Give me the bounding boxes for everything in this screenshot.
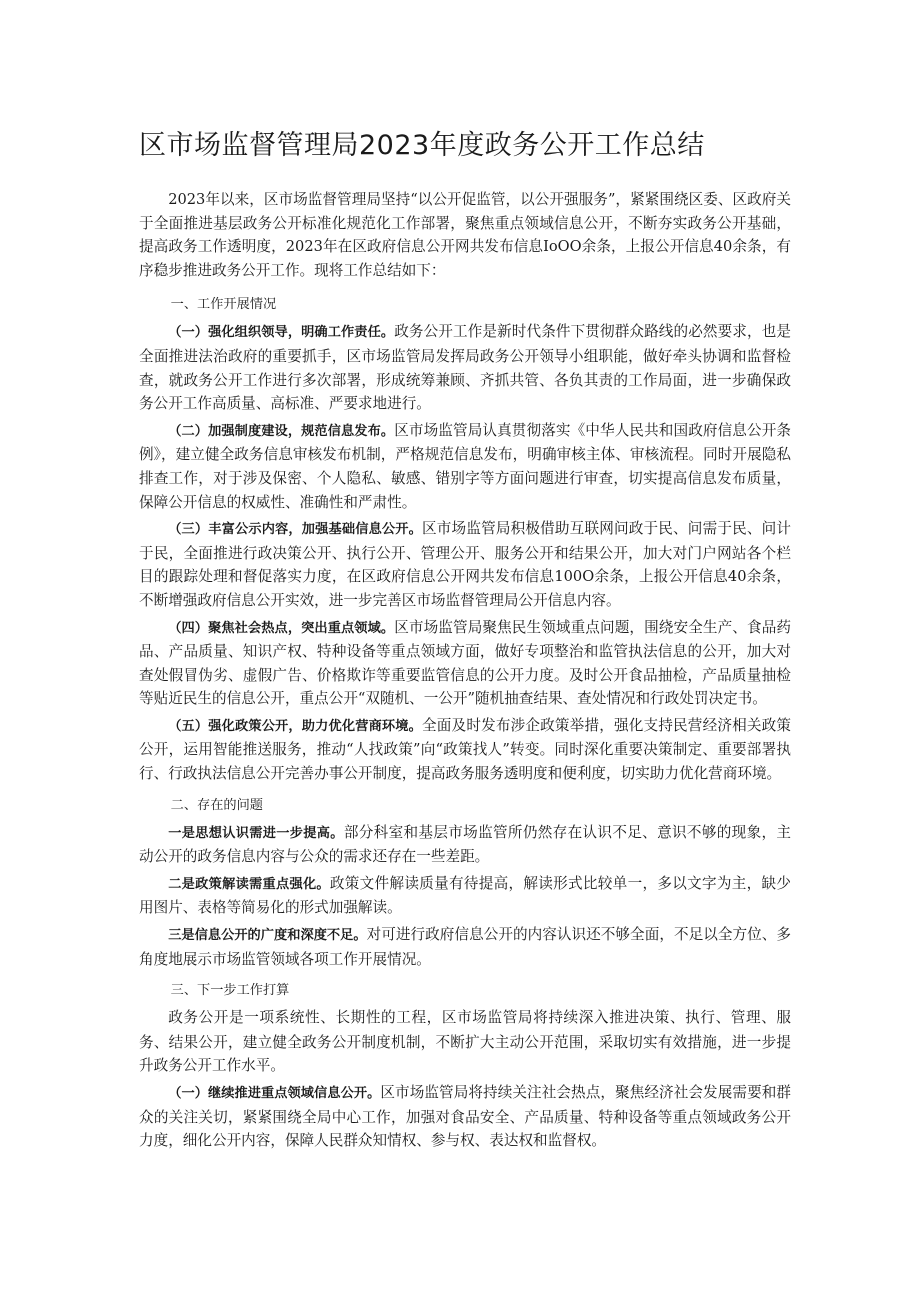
paragraph-text: 部分科室和基层市场监管所仍然存在认识不足、意识不够的现象，主动公开的政务信息内容与公众的需求还存在一些差距。 [139, 823, 791, 866]
section-heading-next-steps: 三、下一步工作打算 [170, 983, 290, 999]
paragraph-1-5 [139, 714, 791, 786]
paragraph-3-1 [139, 1006, 791, 1078]
paragraph-lead: （三）丰富公示内容，加强基础信息公开。 [168, 522, 423, 538]
document-page [139, 124, 791, 1156]
section-heading-problems: 二、存在的问题 [170, 797, 263, 813]
paragraph-lead: 三是信息公开的广度和深度不足。 [168, 928, 367, 944]
paragraph-lead: 二是政策解读需重点强化。 [168, 876, 330, 892]
paragraph-lead: 一是思想认识需进一步提高。 [168, 825, 344, 841]
paragraph-lead: （四）聚焦社会热点，突出重点领域。 [168, 620, 395, 636]
section-heading-work-progress: 一、工作开展情况 [170, 297, 277, 313]
paragraph-text: 区市场监管局认真贯彻落实《中华人民共和国政府信息公开条例》，建立健全政务信息审核发布机制，严格规范信息发布，明确审核主体、审核流程。同时开展隐私排查工作，对于涉及保密、个人隐私、敏感、错别字等方面问题进行审查，切实提高信息发布质量，保障公开信息的权威性、准确性和严肃性。 [139, 421, 791, 511]
paragraph-text: 对可进行政府信息公开的内容认识还不够全面，不足以全方位、多角度地展示市场监管领域各项工作开展情况。 [139, 926, 791, 968]
paragraph-1-3 [139, 517, 791, 612]
paragraph-1-2 [139, 419, 791, 514]
paragraph-text: 全面及时发布涉企政策举措，强化支持民营经济相关政策公开，运用智能推送服务，推动“人找政策”向“政策找人”转变。同时深化重要决策制定、重要部署执行、行政执法信息公开完善办事公开制度，提高政务服务透明度和便利度，切实助力优化营商环境。 [139, 716, 791, 783]
paragraph-text: 政务公开工作是新时代条件下贯彻群众路线的必然要求，也是全面推进法治政府的重要抓手，区市场监管局发挥局政务公开领导小组职能，做好牵头协调和监督检查，就政务公开工作进行多次部署，形成统筹兼顾、齐抓共管、各负其责的工作局面，进一步确保政务公开工作高质量、高标准、严要求地进行。 [139, 323, 791, 413]
intro-paragraph: 2023年以来，区市场监督管理局坚持“以公开促监管，以公开强服务”，紧紧围绕区委、区政府关于全面推进基层政务公开标准化规范化工作部署，聚焦重点领域信息公开，不断夯实政务公开基础，提高政务工作透明度，2023年在区政府信息公开网共发布信息IoOO余条，上报公开信息40余条，有序稳步推进政务公开工作。现将工作总结如下： [139, 191, 791, 279]
paragraph-text: 区市场监管局将持续关注社会热点，聚焦经济社会发展需要和群众的关注关切，紧紧围绕全局中心工作，加强对食品安全、产品质量、特种设备等重点领域政务公开力度，细化公开内容，保障人民群众知情权、参与权、表达权和监督权。 [139, 1084, 791, 1150]
paragraph-text: 区市场监管局聚焦民生领域重点问题，围绕安全生产、食品药品、产品质量、知识产权、特种设备等重点领域方面，做好专项整治和监管执法信息的公开，加大对查处假冒伪劣、虚假广告、价格欺诈等重要监管信息的公开力度。及时公开食品抽检，产品质量抽检等贴近民生的信息公开，重点公开“双随机、一公开”随机抽查结果、查处情况和行政处罚决定书。 [139, 618, 791, 708]
paragraph-lead: （五）强化政策公开，助力优化营商环境。 [168, 718, 423, 734]
paragraph-text: 政务公开是一项系统性、长期性的工程，区市场监管局将持续深入推进决策、执行、管理、服务、结果公开，建立健全政务公开制度机制，不断扩大主动公开范围，采取切实有效措施，进一步提升政务公开工作水平。 [139, 1009, 791, 1075]
paragraph-1-4 [139, 616, 791, 711]
paragraph-2-2 [139, 872, 791, 920]
paragraph-text: 政策文件解读质量有待提高，解读形式比较单一，多以文字为主，缺少用图片、表格等简易化的形式加强解读。 [139, 874, 791, 917]
paragraph-lead: （一）强化组织领导，明确工作责任。 [168, 325, 395, 341]
document-title: 区市场监督管理局2023年度政务公开工作总结 [139, 130, 705, 161]
paragraph-3-2 [139, 1081, 791, 1153]
paragraph-2-3 [139, 923, 791, 971]
paragraph-2-1 [139, 821, 791, 869]
paragraph-lead: （二）加强制度建设，规范信息发布。 [168, 423, 395, 439]
paragraph-lead: （一）继续推进重点领域信息公开。 [168, 1086, 381, 1101]
paragraph-1-1 [139, 320, 791, 415]
paragraph-text: 区市场监管局积极借助互联网问政于民、问需于民、问计于民，全面推进行政决策公开、执行公开、管理公开、服务公开和结果公开，加大对门户网站各个栏目的跟踪处理和督促落实力度，在区政府信息公开网共发布信息100O余条，上报公开信息40余条，不断增强政府信息公开实效，进一步完善区市场监督管理局公开信息内容。 [139, 520, 791, 609]
